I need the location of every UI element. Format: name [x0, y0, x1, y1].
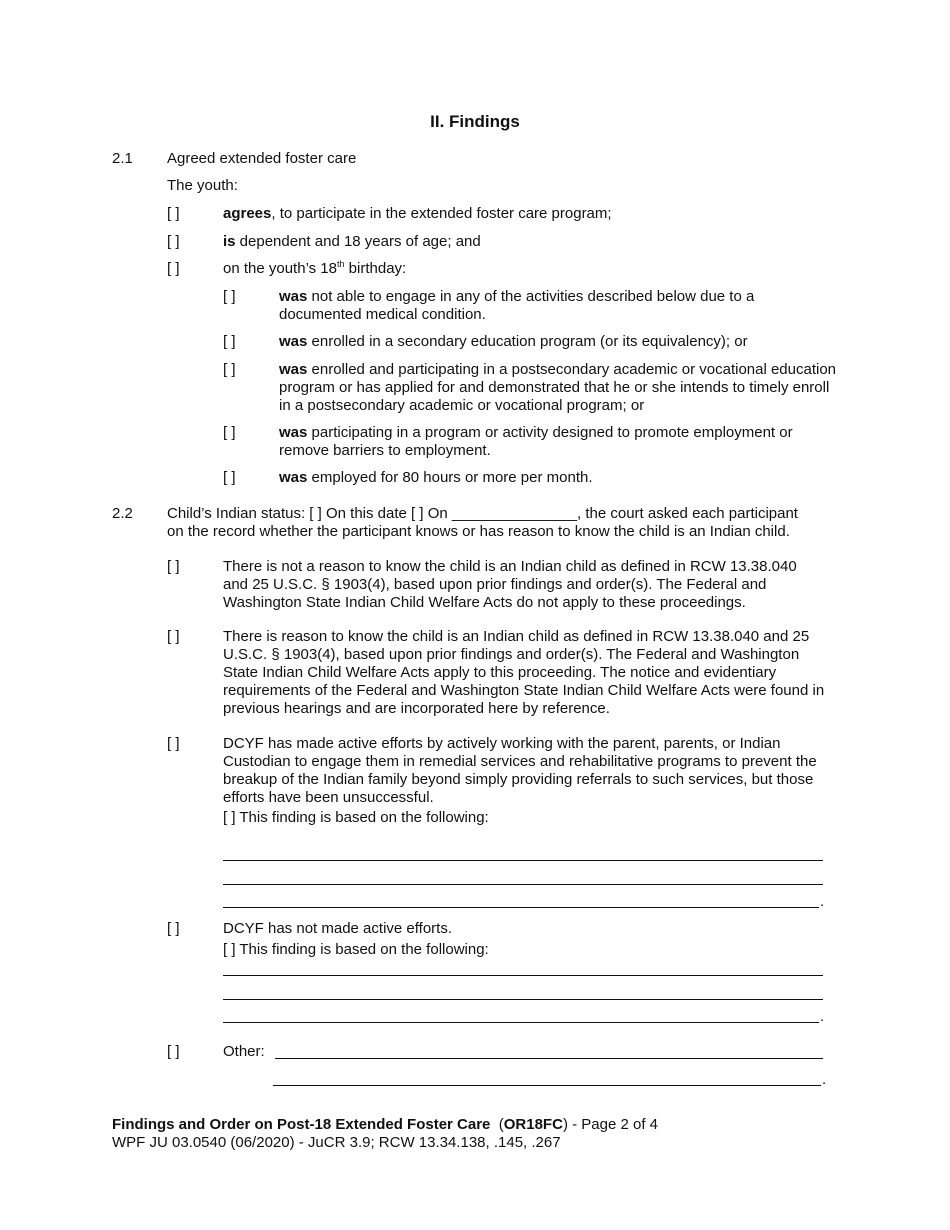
subitem-medical — [279, 288, 779, 324]
checkbox-secondary[interactable]: [ ] — [223, 333, 236, 350]
footer-form-title: Findings and Order on Post-18 Extended Foster Care — [112, 1116, 491, 1133]
youth-intro: The youth: — [167, 177, 238, 194]
item-birthday-sup: th — [336, 259, 345, 269]
subitem-secondary — [279, 333, 748, 351]
item-dependent-text: dependent and 18 years of age; and — [235, 233, 481, 250]
blank-line[interactable] — [223, 907, 819, 908]
subitem-medical-text: not able to engage in any of the activities described below due to a documented medical condition. — [279, 288, 755, 323]
subitem-postsecondary-text: enrolled and participating in a postsecondary academic or vocational education program or has applied for and demonstrated that he or she intends to timely enroll in a postsecondary academic or vocational program; or — [279, 361, 837, 414]
subitem-employment-program-text: participating in a program or activity designed to promote employment or remove barriers to employment. — [279, 424, 793, 459]
indian-status-line-1: Child’s Indian status: [ ] On this date [ ] On _______________, the court asked each participant — [167, 505, 798, 522]
line-period: . — [822, 1071, 827, 1088]
item-birthday-pre: on the youth’s 18 — [223, 260, 337, 277]
blank-line[interactable] — [223, 999, 823, 1000]
finding-no-reason: There is not a reason to know the child is an Indian child as defined in RCW 13.38.040 and 25 U.S.C. § 1903(4), based upon prior findings and order(s). The Federal and Washington State Indian Child Welfare Acts do not apply to these proceedings. — [223, 558, 797, 611]
section-number-2-2: 2.2 — [112, 505, 133, 522]
basis-no-active-efforts[interactable]: [ ] This finding is based on the following: — [223, 941, 489, 958]
subitem-secondary-bold: was — [279, 333, 308, 350]
footer-citation: WPF JU 03.0540 (06/2020) - JuCR 3.9; RCW 13.34.138, .145, .267 — [112, 1134, 561, 1151]
item-agrees-text: , to participate in the extended foster care program; — [271, 205, 612, 222]
item-agrees — [223, 205, 612, 223]
checkbox-employed[interactable]: [ ] — [223, 469, 236, 486]
basis-active-efforts[interactable]: [ ] This finding is based on the following: — [223, 809, 489, 826]
checkbox-employment-program[interactable]: [ ] — [223, 424, 236, 441]
subitem-secondary-text: enrolled in a secondary education program (or its equivalency); or — [307, 333, 748, 350]
checkbox-agrees[interactable]: [ ] — [167, 205, 180, 222]
blank-line[interactable] — [223, 860, 823, 861]
subitem-employed-text: employed for 80 hours or more per month. — [307, 469, 593, 486]
checkbox-other[interactable]: [ ] — [167, 1043, 180, 1060]
footer-form-code: OR18FC — [503, 1116, 563, 1133]
line-period: . — [820, 893, 825, 910]
checkbox-birthday[interactable]: [ ] — [167, 260, 180, 277]
checkbox-postsecondary[interactable]: [ ] — [223, 361, 236, 378]
checkbox-no-active-efforts[interactable]: [ ] — [167, 920, 180, 937]
item-birthday — [223, 260, 406, 278]
item-birthday-post: birthday: — [344, 260, 407, 277]
blank-line[interactable] — [223, 975, 823, 976]
footer-page: ) - Page 2 of 4 — [562, 1116, 658, 1133]
section-title-2-1: Agreed extended foster care — [167, 150, 357, 167]
finding-reason: There is reason to know the child is an Indian child as defined in RCW 13.38.040 and 25 U.S.C. § 1903(4), based upon prior findings and order(s). The Federal and Washington State Indian Child Welfare Acts apply to this proceeding. The notice and evidentiary requirements of the Federal and Washington State Indian Child Welfare Acts were found in previous hearings and are incorporated here by reference. — [223, 628, 825, 717]
section-heading: II. Findings — [430, 112, 520, 131]
item-agrees-bold: agrees — [223, 205, 272, 222]
footer-code-pre: ( — [490, 1116, 504, 1133]
checkbox-reason[interactable]: [ ] — [167, 628, 180, 645]
checkbox-active-efforts[interactable]: [ ] — [167, 735, 180, 752]
section-number-2-1: 2.1 — [112, 150, 133, 167]
line-period: . — [820, 1008, 825, 1025]
subitem-employed — [279, 469, 593, 487]
footer-title — [112, 1116, 658, 1134]
subitem-postsecondary-bold: was — [279, 361, 308, 378]
item-dependent — [223, 233, 481, 251]
other-line[interactable] — [273, 1085, 821, 1086]
finding-no-active-efforts: DCYF has not made active efforts. — [223, 920, 452, 937]
indian-status-line-2: on the record whether the participant knows or has reason to know the child is an Indian child. — [167, 523, 790, 540]
other-label: Other: — [223, 1043, 265, 1060]
subitem-employment-program — [279, 424, 809, 460]
item-dependent-bold: is — [223, 233, 236, 250]
blank-line[interactable] — [223, 884, 823, 885]
subitem-postsecondary — [279, 361, 841, 415]
subitem-medical-bold: was — [279, 288, 308, 305]
checkbox-medical[interactable]: [ ] — [223, 288, 236, 305]
finding-active-efforts: DCYF has made active efforts by actively working with the parent, parents, or Indian Custodian to engage them in remedial services and rehabilitative programs to prevent the breakup of the Indian family beyond simply providing referrals to such services, but those efforts have been unsuccessful. — [223, 735, 817, 806]
subitem-employment-program-bold: was — [279, 424, 308, 441]
checkbox-dependent[interactable]: [ ] — [167, 233, 180, 250]
checkbox-no-reason[interactable]: [ ] — [167, 558, 180, 575]
subitem-employed-bold: was — [279, 469, 308, 486]
other-line[interactable] — [275, 1058, 823, 1059]
blank-line[interactable] — [223, 1022, 819, 1023]
